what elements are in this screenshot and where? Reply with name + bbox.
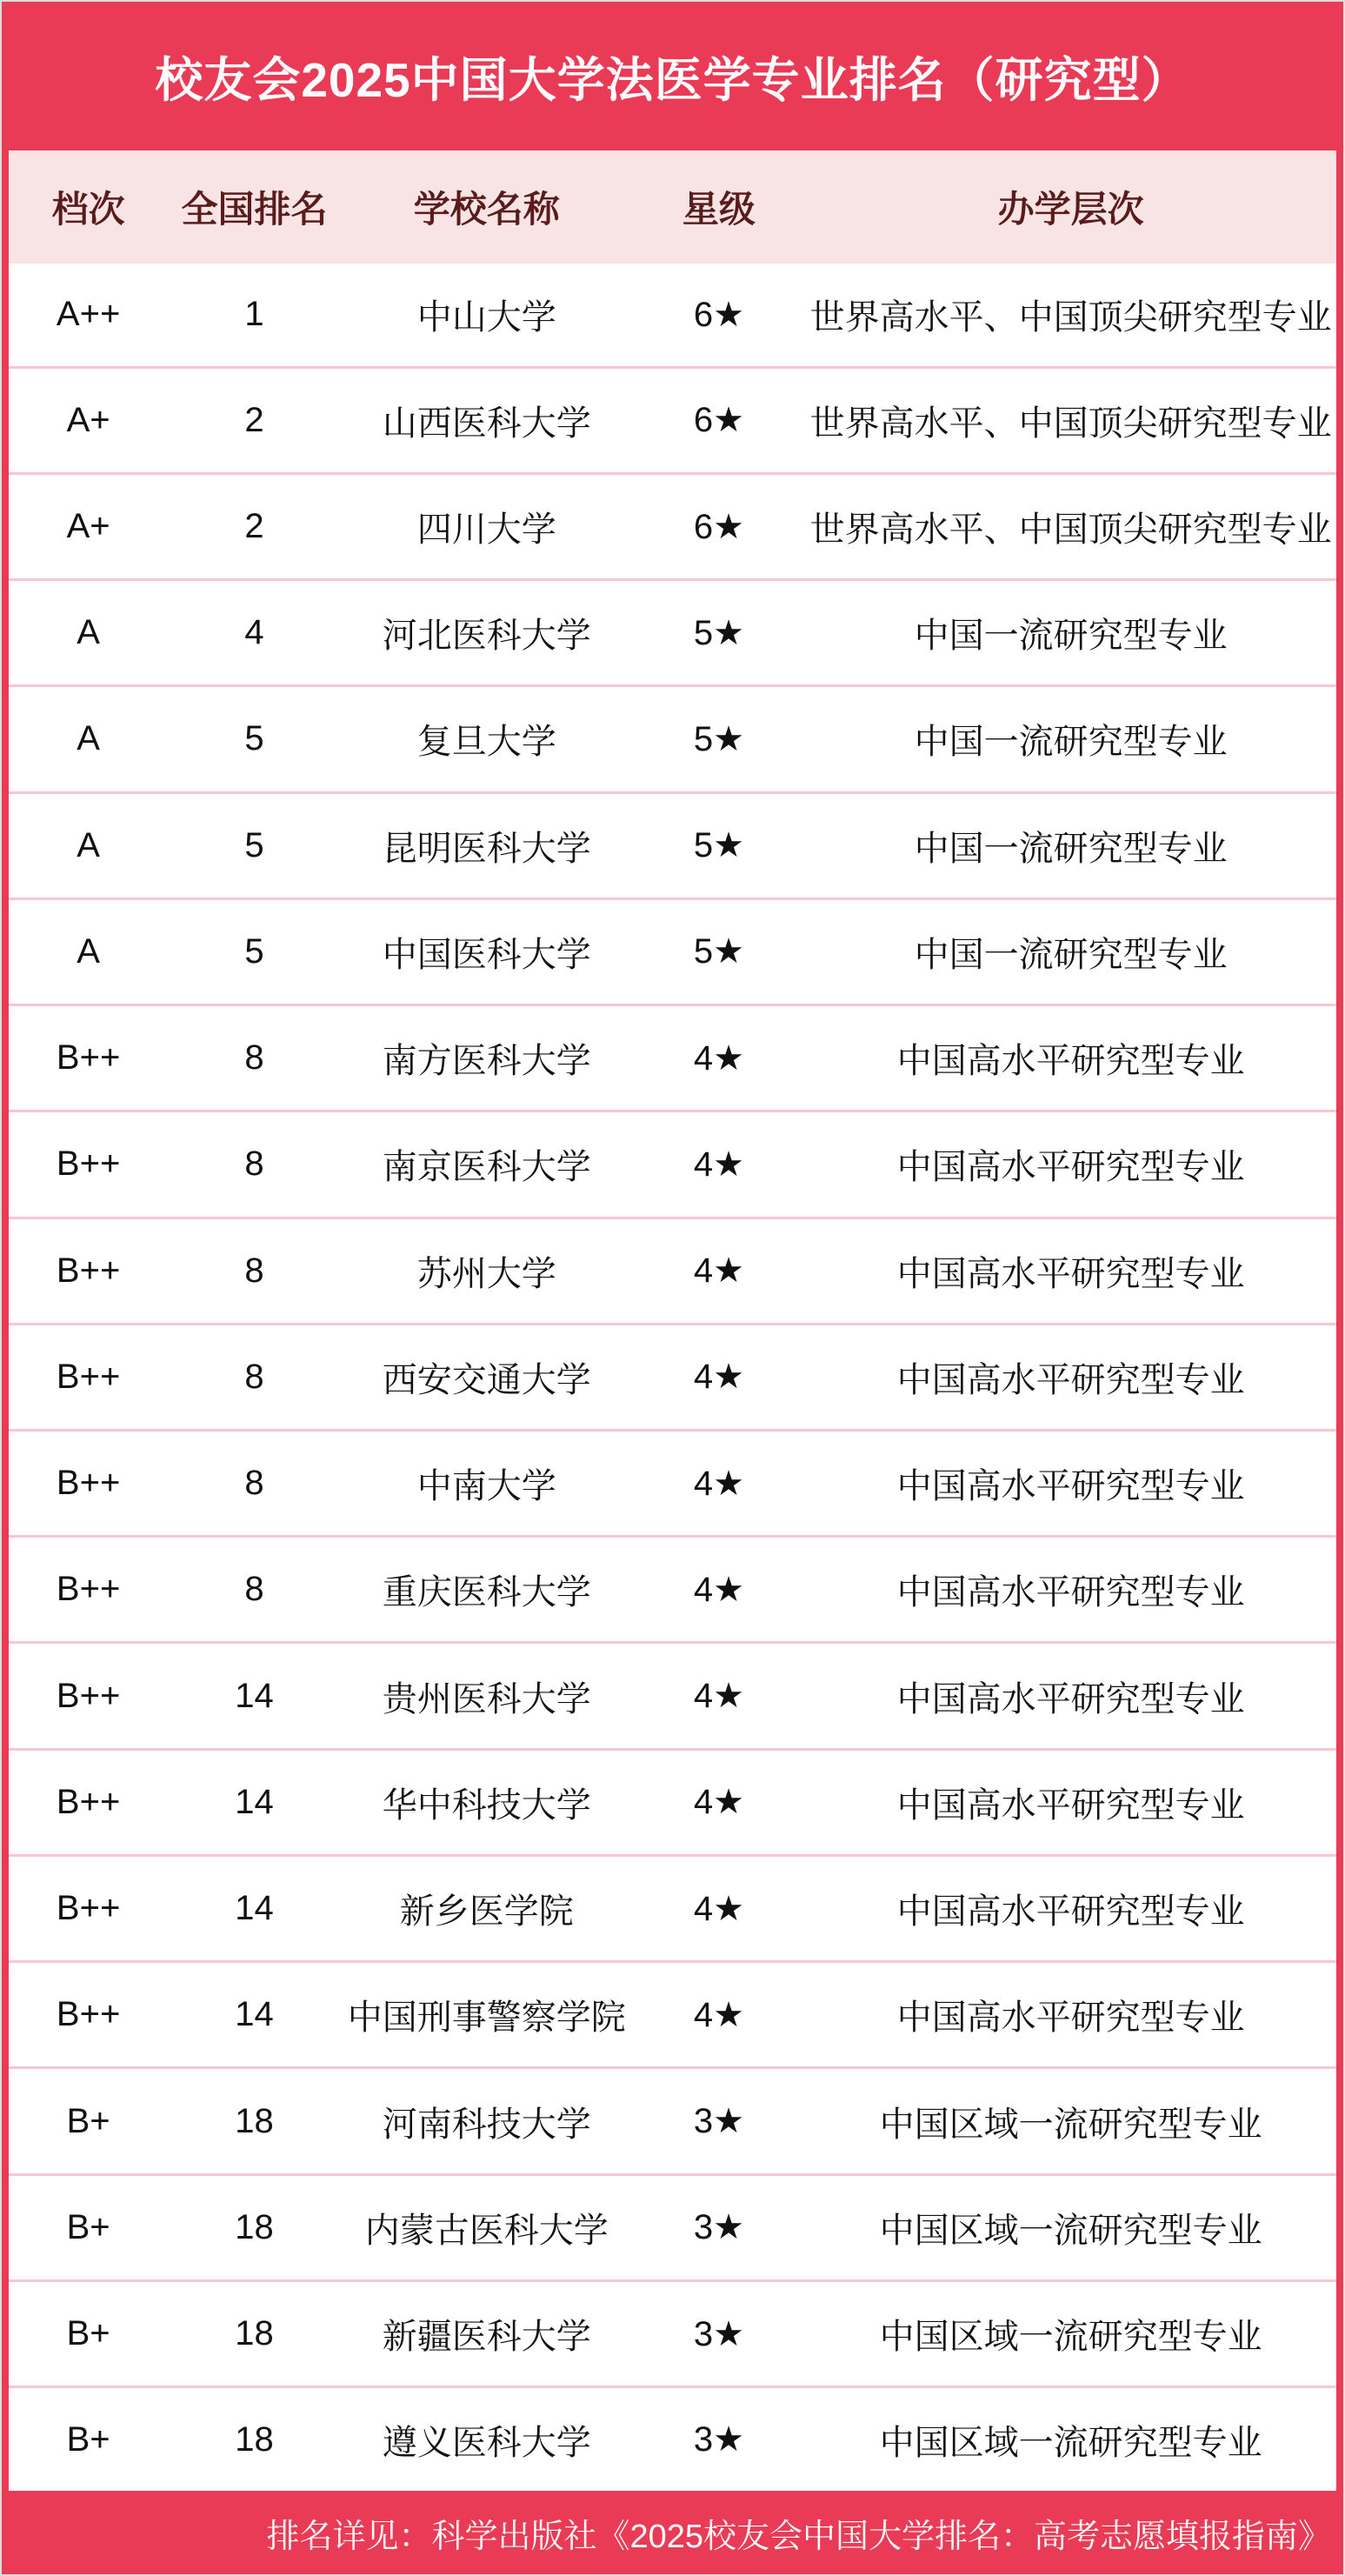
table-area (9, 150, 1336, 2491)
stars-cell: 6★ (633, 473, 806, 579)
school-cell: 新疆医科大学 (341, 2280, 633, 2386)
rank-cell: 2 (168, 473, 341, 579)
level-cell: 中国高水平研究型专业 (805, 1218, 1336, 1324)
header-row (9, 150, 1336, 264)
stars-cell: 4★ (633, 1643, 806, 1749)
grade-cell: A+ (9, 473, 168, 579)
ranking-table-body (9, 264, 1336, 2491)
stars-cell: 4★ (633, 1111, 806, 1218)
level-cell: 中国高水平研究型专业 (805, 1111, 1336, 1218)
stars-cell: 3★ (633, 2174, 806, 2280)
table-row (9, 2174, 1336, 2280)
level-cell: 中国一流研究型专业 (805, 686, 1336, 792)
table-row (9, 1324, 1336, 1430)
table-row (9, 1749, 1336, 1855)
rank-cell: 14 (168, 1749, 341, 1855)
rank-cell: 5 (168, 686, 341, 792)
stars-cell: 6★ (633, 264, 806, 367)
rank-cell: 18 (168, 2280, 341, 2386)
school-cell: 四川大学 (341, 473, 633, 579)
school-cell: 重庆医科大学 (341, 1537, 633, 1643)
rank-cell: 5 (168, 898, 341, 1004)
grade-cell: A (9, 580, 168, 686)
school-cell: 昆明医科大学 (341, 792, 633, 898)
rank-cell: 14 (168, 1643, 341, 1749)
table-row (9, 1962, 1336, 2068)
rank-cell: 1 (168, 264, 341, 367)
stars-cell: 5★ (633, 792, 806, 898)
level-cell: 中国一流研究型专业 (805, 792, 1336, 898)
grade-cell: B++ (9, 1537, 168, 1643)
level-cell: 中国高水平研究型专业 (805, 1643, 1336, 1749)
grade-cell: B++ (9, 1431, 168, 1537)
school-cell: 新乡医学院 (341, 1855, 633, 1961)
table-row (9, 1111, 1336, 1218)
school-cell: 山西医科大学 (341, 367, 633, 473)
level-cell: 中国区域一流研究型专业 (805, 2068, 1336, 2174)
rank-cell: 8 (168, 1111, 341, 1218)
school-cell: 中国刑事警察学院 (341, 1962, 633, 2068)
school-cell: 苏州大学 (341, 1218, 633, 1324)
level-cell: 中国高水平研究型专业 (805, 1855, 1336, 1961)
table-row (9, 2280, 1336, 2386)
grade-cell: B+ (9, 2280, 168, 2386)
school-cell: 南方医科大学 (341, 1005, 633, 1111)
level-cell: 中国高水平研究型专业 (805, 1431, 1336, 1537)
school-cell: 内蒙古医科大学 (341, 2174, 633, 2280)
ranking-table (9, 150, 1336, 2491)
stars-cell: 4★ (633, 1855, 806, 1961)
level-cell: 中国高水平研究型专业 (805, 1749, 1336, 1855)
column-header-stars: 星级 (633, 150, 806, 264)
school-cell: 中山大学 (341, 264, 633, 367)
table-row (9, 473, 1336, 579)
page-title: 校友会2025中国大学法医学专业排名（研究型） (155, 53, 1190, 107)
column-header-rank: 全国排名 (168, 150, 341, 264)
grade-cell: B+ (9, 2174, 168, 2280)
stars-cell: 4★ (633, 1005, 806, 1111)
school-cell: 西安交通大学 (341, 1324, 633, 1430)
grade-cell: A (9, 898, 168, 1004)
level-cell: 中国高水平研究型专业 (805, 1962, 1336, 2068)
stars-cell: 3★ (633, 2387, 806, 2491)
grade-cell: B++ (9, 1111, 168, 1218)
footer-band (2, 2491, 1343, 2574)
table-row (9, 1431, 1336, 1537)
grade-cell: B++ (9, 1218, 168, 1324)
stars-cell: 3★ (633, 2280, 806, 2386)
stars-cell: 6★ (633, 367, 806, 473)
stars-cell: 5★ (633, 686, 806, 792)
school-cell: 中国医科大学 (341, 898, 633, 1004)
stars-cell: 4★ (633, 1324, 806, 1430)
school-cell: 华中科技大学 (341, 1749, 633, 1855)
level-cell: 中国区域一流研究型专业 (805, 2280, 1336, 2386)
level-cell: 世界高水平、中国顶尖研究型专业 (805, 473, 1336, 579)
stars-cell: 4★ (633, 1431, 806, 1537)
grade-cell: B++ (9, 1643, 168, 1749)
level-cell: 中国高水平研究型专业 (805, 1324, 1336, 1430)
stars-cell: 4★ (633, 1218, 806, 1324)
stars-cell: 5★ (633, 580, 806, 686)
level-cell: 中国区域一流研究型专业 (805, 2174, 1336, 2280)
grade-cell: A (9, 686, 168, 792)
grade-cell: A+ (9, 367, 168, 473)
school-cell: 遵义医科大学 (341, 2387, 633, 2491)
level-cell: 世界高水平、中国顶尖研究型专业 (805, 264, 1336, 367)
stars-cell: 3★ (633, 2068, 806, 2174)
grade-cell: A (9, 792, 168, 898)
rank-cell: 4 (168, 580, 341, 686)
grade-cell: B+ (9, 2068, 168, 2174)
source-note: 排名详见：科学出版社《2025校友会中国大学排名：高考志愿填报指南》 (266, 2518, 1331, 2555)
table-row (9, 2068, 1336, 2174)
school-cell: 河北医科大学 (341, 580, 633, 686)
grade-cell: B+ (9, 2387, 168, 2491)
level-cell: 中国一流研究型专业 (805, 580, 1336, 686)
grade-cell: B++ (9, 1005, 168, 1111)
table-row (9, 580, 1336, 686)
rank-cell: 18 (168, 2387, 341, 2491)
grade-cell: B++ (9, 1855, 168, 1961)
school-cell: 河南科技大学 (341, 2068, 633, 2174)
column-header-grade: 档次 (9, 150, 168, 264)
table-row (9, 1643, 1336, 1749)
rank-cell: 8 (168, 1537, 341, 1643)
school-cell: 中南大学 (341, 1431, 633, 1537)
rank-cell: 14 (168, 1962, 341, 2068)
grade-cell: B++ (9, 1962, 168, 2068)
stars-cell: 4★ (633, 1962, 806, 2068)
table-row (9, 686, 1336, 792)
grade-cell: A++ (9, 264, 168, 367)
rank-cell: 8 (168, 1005, 341, 1111)
table-row (9, 367, 1336, 473)
table-row (9, 1218, 1336, 1324)
table-row (9, 1537, 1336, 1643)
school-cell: 贵州医科大学 (341, 1643, 633, 1749)
table-header (9, 150, 1336, 264)
stars-cell: 4★ (633, 1537, 806, 1643)
table-row (9, 1855, 1336, 1961)
level-cell: 中国区域一流研究型专业 (805, 2387, 1336, 2491)
table-row (9, 2387, 1336, 2491)
table-row (9, 898, 1336, 1004)
rank-cell: 14 (168, 1855, 341, 1961)
stars-cell: 4★ (633, 1749, 806, 1855)
school-cell: 复旦大学 (341, 686, 633, 792)
level-cell: 中国高水平研究型专业 (805, 1005, 1336, 1111)
grade-cell: B++ (9, 1749, 168, 1855)
level-cell: 中国一流研究型专业 (805, 898, 1336, 1004)
rank-cell: 5 (168, 792, 341, 898)
stars-cell: 5★ (633, 898, 806, 1004)
level-cell: 中国高水平研究型专业 (805, 1537, 1336, 1643)
rank-cell: 18 (168, 2068, 341, 2174)
table-row (9, 1005, 1336, 1111)
column-header-level: 办学层次 (805, 150, 1336, 264)
title-band (2, 2, 1343, 150)
school-cell: 南京医科大学 (341, 1111, 633, 1218)
rank-cell: 18 (168, 2174, 341, 2280)
table-row (9, 792, 1336, 898)
rank-cell: 2 (168, 367, 341, 473)
grade-cell: B++ (9, 1324, 168, 1430)
rank-cell: 8 (168, 1218, 341, 1324)
level-cell: 世界高水平、中国顶尖研究型专业 (805, 367, 1336, 473)
rank-cell: 8 (168, 1324, 341, 1430)
table-row (9, 264, 1336, 367)
rank-cell: 8 (168, 1431, 341, 1537)
column-header-school: 学校名称 (341, 150, 633, 264)
